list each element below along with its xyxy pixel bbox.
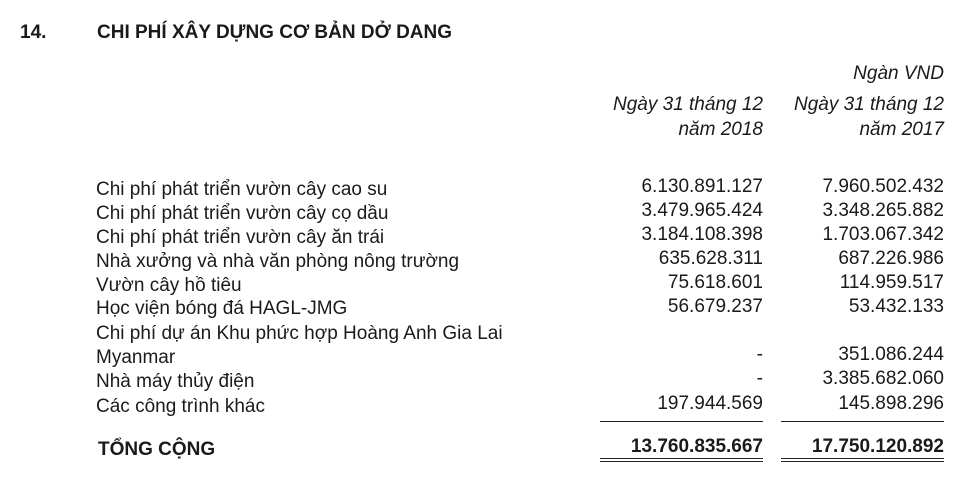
value-2017: 1.703.067.342 — [822, 224, 944, 245]
row-label: Chi phí phát triển vườn cây cao su — [96, 179, 388, 200]
total-value-2018: 13.760.835.667 — [630, 436, 763, 457]
value-2017: 3.385.682.060 — [822, 368, 944, 389]
column-header-2017 — [794, 92, 944, 142]
row-label: Chi phí dự án Khu phức hợp Hoàng Anh Gia Lai — [96, 323, 503, 344]
value-2017: 114.959.517 — [839, 272, 944, 293]
value-2017: 351.086.244 — [838, 344, 944, 365]
row-label: Myanmar — [96, 347, 176, 368]
value-2017: 145.898.296 — [838, 393, 944, 414]
row-label: Chi phí phát triển vườn cây ăn trái — [96, 227, 385, 248]
value-2017: 687.226.986 — [838, 248, 944, 269]
value-2018: 75.618.601 — [667, 272, 763, 293]
column-header-2018 — [613, 92, 763, 142]
value-2018: 56.679.237 — [667, 296, 763, 317]
value-2018: - — [756, 368, 763, 389]
row-label: Vườn cây hồ tiêu — [96, 275, 242, 296]
total-double-rule-2017-bottom — [781, 461, 944, 462]
value-2017: 3.348.265.882 — [822, 200, 944, 221]
value-2018: 3.479.965.424 — [641, 200, 763, 221]
value-2018: 6.130.891.127 — [641, 176, 763, 197]
row-label: Chi phí phát triển vườn cây cọ dầu — [96, 203, 389, 224]
subtotal-rule-2018 — [600, 421, 763, 422]
column-header-2018-line1: Ngày 31 tháng 12 — [612, 94, 763, 115]
section-number: 14. — [20, 22, 47, 43]
subtotal-rule-2017 — [781, 421, 944, 422]
total-value-2017: 17.750.120.892 — [811, 436, 944, 457]
total-double-rule-2017-top — [781, 458, 944, 459]
value-2018: 3.184.108.398 — [641, 224, 763, 245]
row-label: Nhà xưởng và nhà văn phòng nông trường — [96, 251, 460, 272]
column-header-2017-line2: năm 2017 — [859, 119, 944, 140]
value-2017: 53.432.133 — [848, 296, 944, 317]
column-header-2017-line1: Ngày 31 tháng 12 — [793, 94, 944, 115]
row-label: Học viện bóng đá HAGL-JMG — [96, 298, 348, 319]
value-2018: - — [756, 344, 763, 365]
value-2018: 197.944.569 — [657, 393, 763, 414]
section-title: CHI PHÍ XÂY DỰNG CƠ BẢN DỞ DANG — [97, 22, 453, 43]
value-2018: 635.628.311 — [658, 248, 763, 269]
row-label: Nhà máy thủy điện — [96, 371, 255, 392]
row-label: Các công trình khác — [96, 396, 265, 417]
unit-label: Ngàn VND — [853, 63, 944, 84]
total-label: TỔNG CỘNG — [98, 439, 216, 460]
total-double-rule-2018-bottom — [600, 461, 763, 462]
column-header-2018-line2: năm 2018 — [678, 119, 763, 140]
value-2017: 7.960.502.432 — [822, 176, 944, 197]
total-double-rule-2018-top — [600, 458, 763, 459]
